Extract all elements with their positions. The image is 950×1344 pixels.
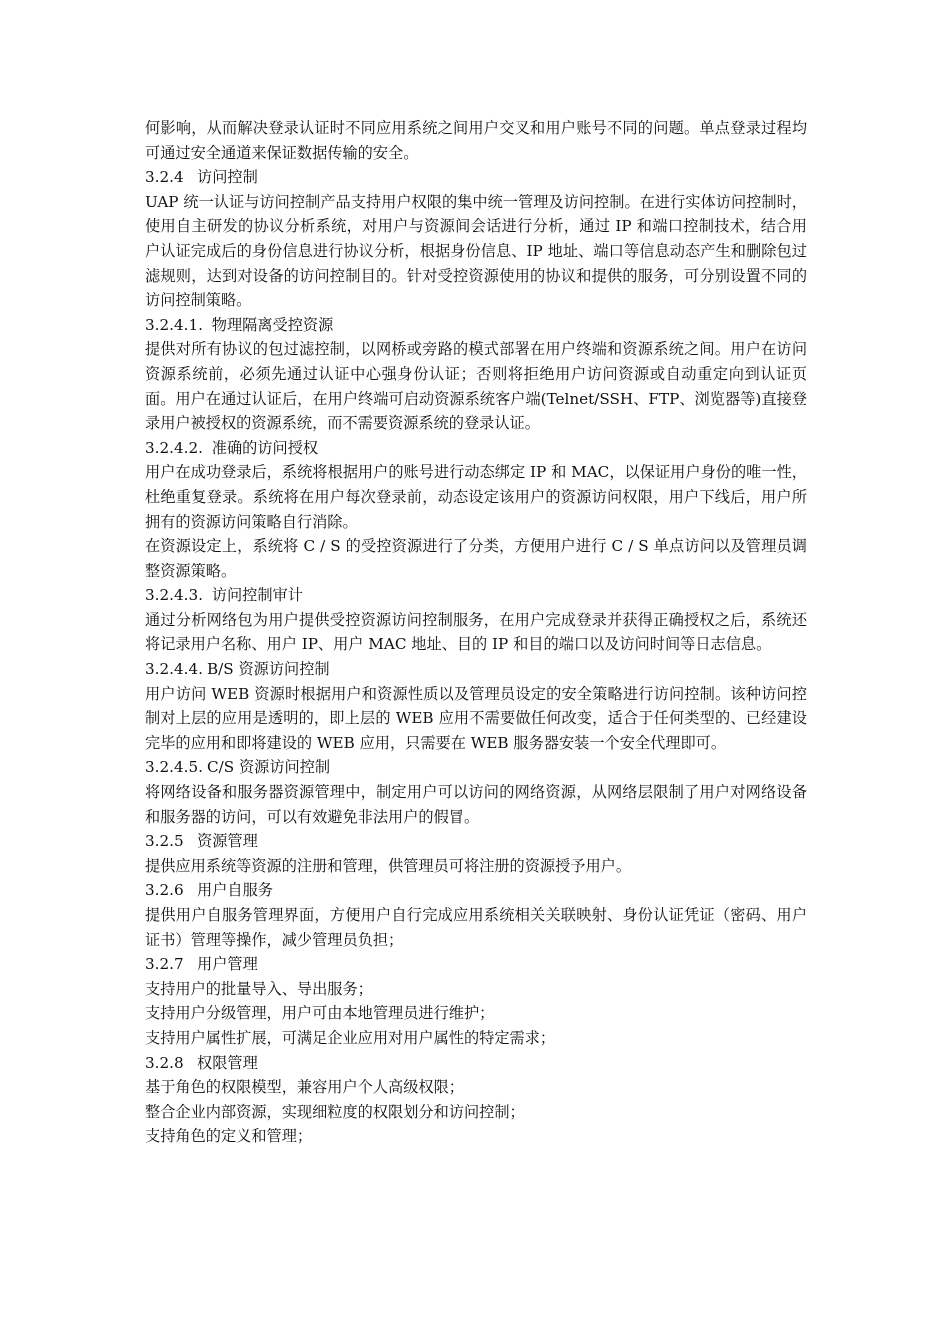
section-number: 3.2.4.3.: [145, 586, 203, 605]
section-number: 3.2.4.1.: [145, 315, 203, 334]
section-heading-3-2-4: [145, 165, 807, 190]
section-title: 物理隔离受控资源: [211, 315, 334, 334]
section-number: 3.2.4.2.: [145, 438, 203, 457]
section-number: 3.2.4: [145, 168, 184, 187]
section-title: B/S 资源访问控制: [206, 660, 330, 679]
document-page: [145, 116, 807, 1149]
paragraph: 将网络设备和服务器资源管理中，制定用户可以访问的网络资源，从网络层限制了用户对网络设备和服务器的访问，可以有效避免非法用户的假冒。: [145, 783, 807, 826]
section-title: 用户自服务: [197, 881, 273, 900]
paragraph: UAP 统一认证与访问控制产品支持用户权限的集中统一管理及访问控制。在进行实体访问控制时，使用自主研发的协议分析系统，对用户与资源间会话进行分析，通过 IP 和端口控制技术，结合用户认证完成后的身份信息进行协议分析，根据身份信息、IP 地址、端口等信息动态产生和删除包过滤规则，达到对设备的访问控制目的。针对受控资源使用的协议和提供的服务，可分别设置不同的访问控制策略。: [145, 192, 807, 310]
section-title: 准确的访问授权: [211, 438, 319, 457]
paragraph: 整合企业内部资源，实现细粒度的权限划分和访问控制；: [145, 1102, 525, 1121]
section-title: 资源管理: [197, 832, 258, 851]
section-number: 3.2.4.4.: [145, 660, 203, 679]
section-number: 3.2.7: [145, 955, 184, 974]
paragraph: 支持用户属性扩展，可满足企业应用对用户属性的特定需求；: [145, 1028, 556, 1047]
paragraph: 用户访问 WEB 资源时根据用户和资源性质以及管理员设定的安全策略进行访问控制。该种访问控制对上层的应用是透明的，即上层的 WEB 应用不需要做任何改变，适合于任何类型的、已经建设完毕的应用和即将建设的 WEB 应用，只需要在 WEB 服务器安装一个安全代理即可。: [145, 684, 807, 752]
paragraph: 用户在成功登录后，系统将根据用户的账号进行动态绑定 IP 和 MAC，以保证用户身份的唯一性，杜绝重复登录。系统将在用户每次登录前，动态设定该用户的资源访问权限，用户下线后，用户所拥有的资源访问策略自行消除。: [145, 463, 807, 531]
paragraph: 基于角色的权限模型，兼容用户个人高级权限；: [145, 1078, 464, 1097]
section-title: C/S 资源访问控制: [206, 758, 331, 777]
section-heading-3-2-7: [145, 952, 807, 977]
section-heading-3-2-8: [145, 1051, 807, 1076]
subsection-heading-3-2-4-1: [145, 313, 807, 338]
section-title: 访问控制: [197, 168, 258, 187]
section-heading-3-2-6: [145, 878, 807, 903]
subsection-heading-3-2-4-4: [145, 657, 807, 682]
section-number: 3.2.5: [145, 832, 184, 851]
subsection-heading-3-2-4-2: [145, 436, 807, 461]
section-title: 访问控制审计: [211, 586, 303, 605]
paragraph: 提供应用系统等资源的注册和管理，供管理员可将注册的资源授予用户。: [145, 856, 631, 875]
section-title: 用户管理: [197, 955, 258, 974]
section-number: 3.2.4.5.: [145, 758, 203, 777]
paragraph: 通过分析网络包为用户提供受控资源访问控制服务，在用户完成登录并获得正确授权之后，系统还将记录用户名称、用户 IP、用户 MAC 地址、目的 IP 和目的端口以及访问时间等日志信息。: [145, 610, 807, 654]
subsection-heading-3-2-4-3: [145, 583, 807, 608]
section-title: 权限管理: [197, 1053, 258, 1072]
paragraph: 支持用户的批量导入、导出服务；: [145, 979, 373, 998]
paragraph: 在资源设定上，系统将 C / S 的受控资源进行了分类，方便用户进行 C / S 单点访问以及管理员调整资源策略。: [145, 537, 807, 580]
paragraph: 支持用户分级管理，用户可由本地管理员进行维护；: [145, 1004, 495, 1023]
section-number: 3.2.8: [145, 1053, 184, 1072]
paragraph: 提供用户自服务管理界面，方便用户自行完成应用系统相关关联映射、身份认证凭证（密码、用户证书）管理等操作，减少管理员负担；: [145, 906, 807, 949]
paragraph: 支持角色的定义和管理；: [145, 1127, 313, 1146]
subsection-heading-3-2-4-5: [145, 755, 807, 780]
paragraph: 何影响，从而解决登录认证时不同应用系统之间用户交叉和用户账号不同的问题。单点登录过程均可通过安全通道来保证数据传输的安全。: [145, 119, 807, 162]
section-number: 3.2.6: [145, 881, 184, 900]
section-heading-3-2-5: [145, 829, 807, 854]
paragraph: 提供对所有协议的包过滤控制，以网桥或旁路的模式部署在用户终端和资源系统之间。用户在访问资源系统前，必须先通过认证中心强身份认证；否则将拒绝用户访问资源或自动重定向到认证页面。用户在通过认证后，在用户终端可启动资源系统客户端(Telnet/SSH、FTP、浏览器等)直接登录用户被授权的资源系统，而不需要资源系统的登录认证。: [145, 340, 807, 433]
